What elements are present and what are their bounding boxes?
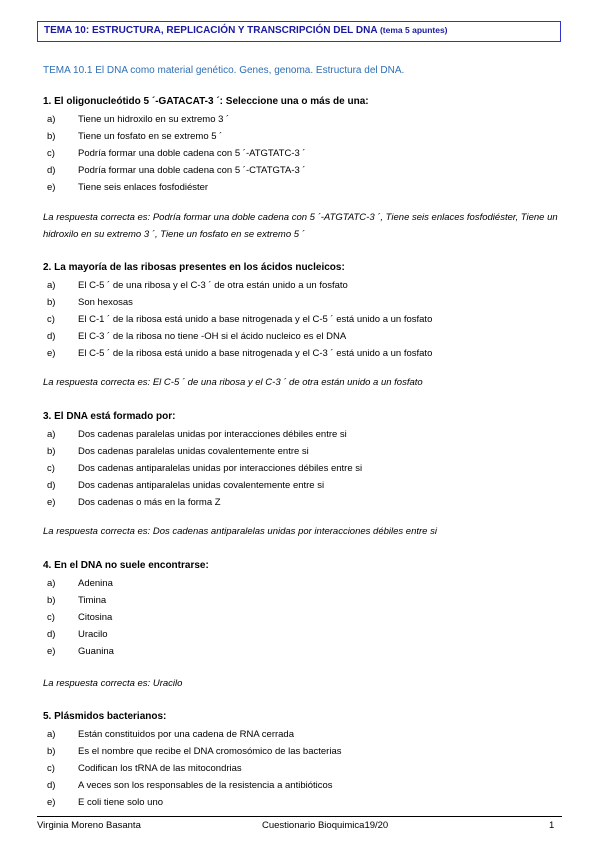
option-item bbox=[43, 477, 563, 494]
option-item bbox=[43, 345, 563, 362]
option-text: Tiene un hidroxilo en su extremo 3 ´ bbox=[78, 114, 230, 125]
option-item bbox=[43, 328, 563, 345]
option-item bbox=[43, 111, 563, 128]
option-letter: c) bbox=[47, 612, 55, 623]
option-text: Uracilo bbox=[78, 629, 108, 640]
footer-author: Virginia Moreno Basanta bbox=[37, 820, 141, 831]
option-letter: c) bbox=[47, 463, 55, 474]
option-item bbox=[43, 460, 563, 477]
option-letter: a) bbox=[47, 729, 56, 740]
option-text: Están constituidos por una cadena de RNA cerrada bbox=[78, 729, 294, 740]
question-5 bbox=[43, 710, 563, 811]
option-list bbox=[43, 111, 563, 196]
question-3 bbox=[43, 410, 563, 511]
option-text: Guanina bbox=[78, 646, 114, 657]
option-list bbox=[43, 575, 563, 660]
option-letter: c) bbox=[47, 148, 55, 159]
question-heading: 5. Plásmidos bacterianos: bbox=[43, 711, 167, 722]
option-item bbox=[43, 643, 563, 660]
option-letter: e) bbox=[47, 646, 56, 657]
option-item bbox=[43, 743, 563, 760]
option-letter: a) bbox=[47, 280, 56, 291]
document-title-tail: (tema 5 apuntes) bbox=[379, 25, 448, 35]
option-letter: a) bbox=[47, 114, 56, 125]
option-item bbox=[43, 760, 563, 777]
question-1 bbox=[43, 95, 563, 196]
option-item bbox=[43, 794, 563, 811]
question-4 bbox=[43, 559, 563, 660]
option-letter: c) bbox=[47, 763, 55, 774]
option-item bbox=[43, 626, 563, 643]
option-item bbox=[43, 145, 563, 162]
option-item bbox=[43, 179, 563, 196]
correct-answer-1: La respuesta correcta es: Podría formar una doble cadena con 5 ´-ATGTATC-3 ´, Tiene seis enlaces fosfodiéster, Tiene un hidroxilo en su extremo 3 ´, Tiene un fosfato en se extremo 5 ´ bbox=[43, 212, 558, 240]
option-list bbox=[43, 426, 563, 511]
document-title-main: TEMA 10: ESTRUCTURA, REPLICACIÓN Y TRANSCRIPCIÓN DEL DNA bbox=[44, 25, 378, 36]
correct-answer-4: La respuesta correcta es: Uracilo bbox=[43, 678, 183, 689]
footer-course: Cuestionario Bioquimica19/20 bbox=[262, 820, 389, 831]
option-item bbox=[43, 294, 563, 311]
option-list bbox=[43, 277, 563, 362]
question-heading: 2. La mayoría de las ribosas presentes en los ácidos nucleicos: bbox=[43, 262, 345, 273]
option-letter: b) bbox=[47, 595, 56, 606]
option-letter: b) bbox=[47, 297, 56, 308]
option-text: Son hexosas bbox=[78, 297, 133, 308]
option-list bbox=[43, 726, 563, 811]
option-item bbox=[43, 575, 563, 592]
option-text: El C-1 ´ de la ribosa está unido a base nitrogenada y el C-5 ´ está unido a un fosfato bbox=[78, 314, 433, 325]
option-item bbox=[43, 494, 563, 511]
option-item bbox=[43, 609, 563, 626]
option-text: El C-3 ´ de la ribosa no tiene -OH si el ácido nucleico es el DNA bbox=[78, 331, 347, 342]
option-text: Dos cadenas o más en la forma Z bbox=[78, 497, 221, 508]
option-letter: d) bbox=[47, 480, 56, 491]
option-text: E coli tiene solo uno bbox=[78, 797, 164, 808]
option-text: Dos cadenas antiparalelas unidas covalentemente entre si bbox=[78, 480, 325, 491]
correct-answer-3: La respuesta correcta es: Dos cadenas antiparalelas unidas por interacciones débiles entre si bbox=[43, 526, 437, 537]
option-text: Dos cadenas paralelas unidas por interacciones débiles entre si bbox=[78, 429, 347, 440]
option-text: Timina bbox=[78, 595, 107, 606]
option-item bbox=[43, 443, 563, 460]
correct-answer-2: La respuesta correcta es: El C-5 ´ de una ribosa y el C-3 ´ de otra están unido a un fosfato bbox=[43, 377, 423, 388]
option-letter: e) bbox=[47, 182, 56, 193]
option-letter: d) bbox=[47, 331, 56, 342]
option-item bbox=[43, 426, 563, 443]
option-item bbox=[43, 128, 563, 145]
option-item bbox=[43, 726, 563, 743]
option-letter: d) bbox=[47, 165, 56, 176]
option-item bbox=[43, 277, 563, 294]
option-letter: d) bbox=[47, 629, 56, 640]
option-text: Adenina bbox=[78, 578, 113, 589]
option-text: Podría formar una doble cadena con 5 ´-ATGTATC-3 ´ bbox=[78, 148, 306, 159]
question-heading: 4. En el DNA no suele encontrarse: bbox=[43, 560, 209, 571]
footer-page-number: 1 bbox=[549, 820, 555, 831]
option-letter: b) bbox=[47, 746, 56, 757]
option-text: A veces son los responsables de la resistencia a antibióticos bbox=[78, 780, 333, 791]
question-2 bbox=[43, 261, 563, 362]
option-letter: e) bbox=[47, 797, 56, 808]
option-item bbox=[43, 311, 563, 328]
option-item bbox=[43, 162, 563, 179]
option-letter: e) bbox=[47, 348, 56, 359]
question-heading: 3. El DNA está formado por: bbox=[43, 411, 176, 422]
option-text: El C-5 ´ de la ribosa está unido a base nitrogenada y el C-3 ´ está unido a un fosfato bbox=[78, 348, 433, 359]
option-text: Podría formar una doble cadena con 5 ´-CTATGTA-3 ´ bbox=[78, 165, 306, 176]
option-text: Citosina bbox=[78, 612, 113, 623]
option-text: Dos cadenas antiparalelas unidas por interacciones débiles entre si bbox=[78, 463, 363, 474]
section-title: TEMA 10.1 El DNA como material genético. Genes, genoma. Estructura del DNA. bbox=[43, 65, 405, 76]
option-letter: e) bbox=[47, 497, 56, 508]
option-text: Codifican los tRNA de las mitocondrias bbox=[78, 763, 242, 774]
option-item bbox=[43, 592, 563, 609]
option-text: Es el nombre que recibe el DNA cromosómico de las bacterias bbox=[78, 746, 342, 757]
option-text: Tiene un fosfato en se extremo 5 ´ bbox=[78, 131, 223, 142]
option-item bbox=[43, 777, 563, 794]
option-letter: a) bbox=[47, 578, 56, 589]
option-letter: c) bbox=[47, 314, 55, 325]
option-letter: b) bbox=[47, 131, 56, 142]
document-title bbox=[37, 21, 561, 42]
question-heading: 1. El oligonucleótido 5 ´-GATACAT-3 ´: Seleccione una o más de una: bbox=[43, 96, 369, 107]
option-text: Dos cadenas paralelas unidas covalentemente entre si bbox=[78, 446, 309, 457]
option-letter: d) bbox=[47, 780, 56, 791]
option-text: El C-5 ´ de una ribosa y el C-3 ´ de otra están unido a un fosfato bbox=[78, 280, 348, 291]
footer-divider bbox=[37, 816, 562, 817]
option-letter: a) bbox=[47, 429, 56, 440]
option-letter: b) bbox=[47, 446, 56, 457]
option-text: Tiene seis enlaces fosfodiéster bbox=[78, 182, 209, 193]
